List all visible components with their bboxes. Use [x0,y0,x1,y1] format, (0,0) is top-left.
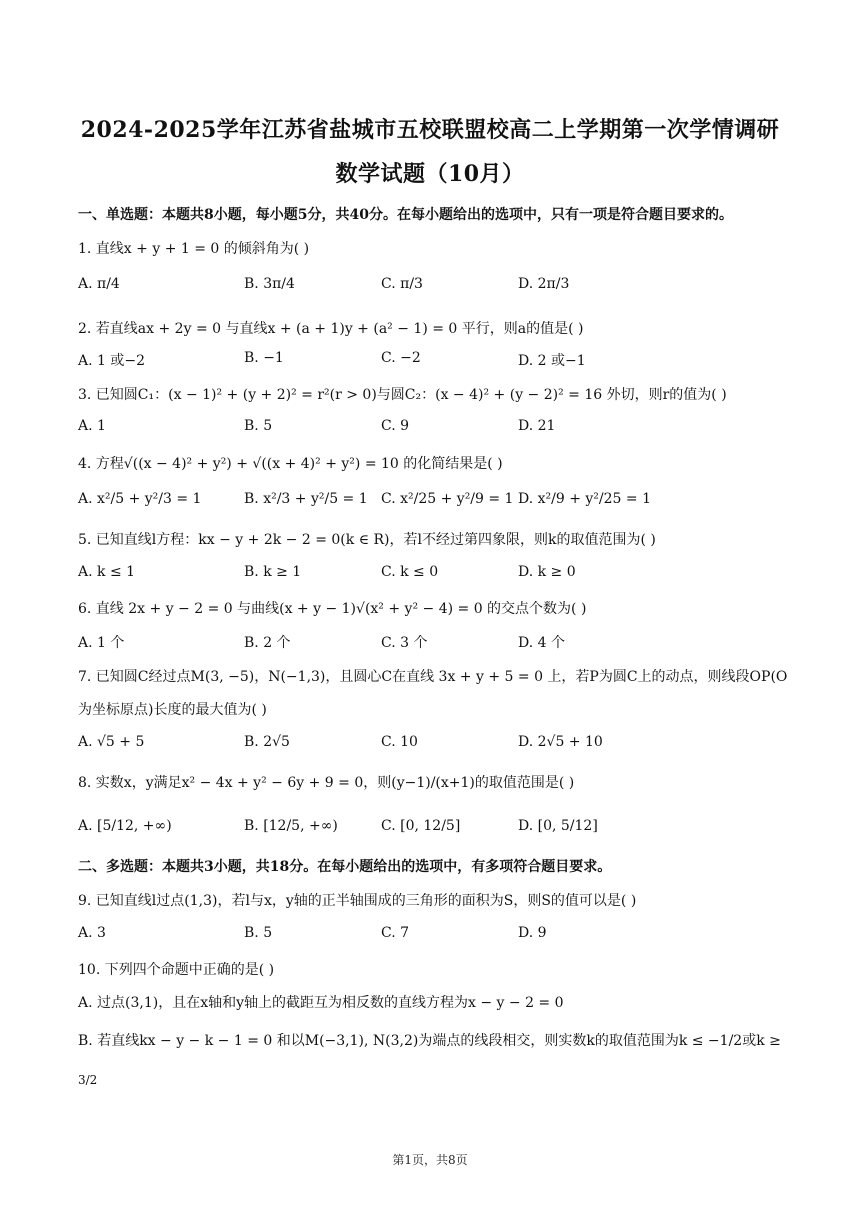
q9-option-a: A. 3 [78,925,106,941]
q9-option-c: C. 7 [381,925,410,941]
q2-option-c: C. −2 [381,350,421,366]
q8-option-c: C. [0, 12/5] [381,818,461,834]
q6-option-b: B. 2 个 [244,635,291,651]
question-6: 6. 直线 2x + y − 2 = 0 与曲线(x + y − 1)√(x² + y² − 4) = 0 的交点个数为( ) [78,601,587,617]
q3-option-b: B. 5 [244,418,273,434]
q4-option-a: A. x²/5 + y²/3 = 1 [78,491,202,507]
q10-option-a: A. 过点(3,1)，且在x轴和y轴上的截距互为相反数的直线方程为x − y − 2 = 0 [78,995,564,1011]
q7-option-d: D. 2√5 + 10 [518,734,603,750]
q9-option-d: D. 9 [518,925,547,941]
q3-option-d: D. 21 [518,418,556,434]
question-8: 8. 实数x，y满足x² − 4x + y² − 6y + 9 = 0，则(y−1)/(x+1)的取值范围是( ) [78,775,575,791]
exam-subtitle: 数学试题（10月） [335,161,525,187]
q3-option-c: C. 9 [381,418,410,434]
q1-option-d: D. 2π/3 [518,276,570,292]
q3-option-a: A. 1 [78,418,106,434]
q6-option-a: A. 1 个 [78,635,125,651]
page-footer: 第1页，共8页 [392,1153,468,1167]
q5-option-d: D. k ≥ 0 [518,564,576,580]
q2-option-d: D. 2 或−1 [518,353,586,369]
question-4: 4. 方程√((x − 4)² + y²) + √((x + 4)² + y²) = 10 的化简结果是( ) [78,456,503,472]
q4-option-c: C. x²/25 + y²/9 = 1 [381,491,514,507]
exam-title: 2024-2025学年江苏省盐城市五校联盟校高二上学期第一次学情调研 [80,117,780,143]
q8-option-d: D. [0, 5/12] [518,818,598,834]
q2-option-b: B. −1 [244,350,284,366]
question-10: 10. 下列四个命题中正确的是( ) [78,962,275,978]
q6-option-d: D. 4 个 [518,635,565,651]
q4-option-d: D. x²/9 + y²/25 = 1 [518,491,651,507]
section-single-choice-header: 一、单选题：本题共8小题，每小题5分，共40分。在每小题给出的选项中，只有一项是符合题目要求的。 [78,207,733,223]
q8-option-b: B. [12/5, +∞) [244,818,338,834]
q5-option-b: B. k ≥ 1 [244,564,302,580]
q7-option-b: B. 2√5 [244,734,290,750]
q10-option-b-continued: 3/2 [78,1073,98,1087]
q6-option-c: C. 3 个 [381,635,428,651]
question-7-continued: 为坐标原点)长度的最大值为( ) [78,702,267,718]
question-1: 1. 直线x + y + 1 = 0 的倾斜角为( ) [78,241,310,257]
q1-option-a: A. π/4 [78,276,120,292]
question-7: 7. 已知圆C经过点M(3, −5)，N(−1,3)，且圆心C在直线 3x + y + 5 = 0 上，若P为圆C上的动点，则线段OP(O [78,669,788,685]
q10-option-b: B. 若直线kx − y − k − 1 = 0 和以M(−3,1), N(3,2)为端点的线段相交，则实数k的取值范围为k ≤ −1/2或k ≥ [78,1033,781,1049]
q7-option-c: C. 10 [381,734,418,750]
section-multi-choice-header: 二、多选题：本题共3小题，共18分。在每小题给出的选项中，有多项符合题目要求。 [78,859,612,875]
q7-option-a: A. √5 + 5 [78,734,145,750]
question-3: 3. 已知圆C₁：(x − 1)² + (y + 2)² = r²(r > 0)与圆C₂：(x − 4)² + (y − 2)² = 16 外切，则r的值为( ) [78,387,727,403]
q2-option-a: A. 1 或−2 [78,353,146,369]
q5-option-c: C. k ≤ 0 [381,564,439,580]
q9-option-b: B. 5 [244,925,273,941]
q5-option-a: A. k ≤ 1 [78,564,136,580]
q4-option-b: B. x²/3 + y²/5 = 1 [244,491,368,507]
question-2: 2. 若直线ax + 2y = 0 与直线x + (a + 1)y + (a² − 1) = 0 平行，则a的值是( ) [78,321,584,337]
question-9: 9. 已知直线l过点(1,3)，若l与x，y轴的正半轴围成的三角形的面积为S，则S的值可以是( ) [78,893,637,909]
q8-option-a: A. [5/12, +∞) [78,818,172,834]
question-5: 5. 已知直线l方程：kx − y + 2k − 2 = 0(k ∈ R)，若l不经过第四象限，则k的取值范围为( ) [78,532,656,548]
q1-option-c: C. π/3 [381,276,423,292]
q1-option-b: B. 3π/4 [244,276,295,292]
